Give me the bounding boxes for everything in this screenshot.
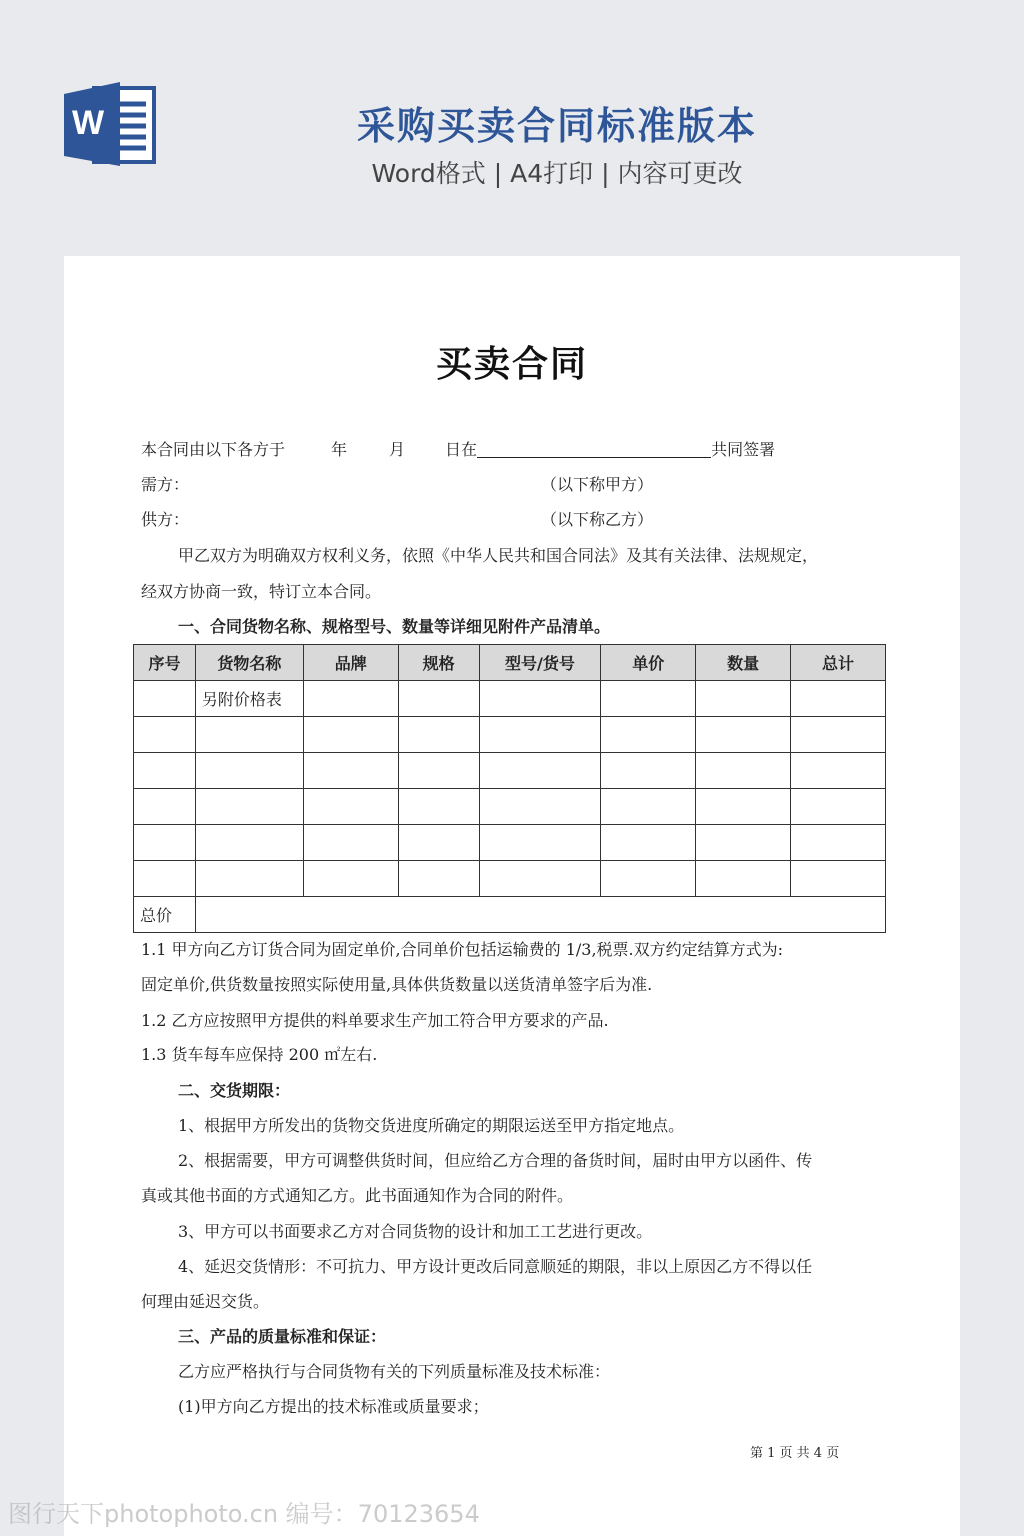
table-cell: [195, 789, 303, 825]
total-label: 总价: [134, 897, 196, 933]
section-3-heading: 三、产品的质量标准和保证：: [178, 1327, 387, 1346]
table-row: [134, 753, 886, 789]
section-3-intro: 乙方应严格执行与合同货物有关的下列质量标准及技术标准：: [178, 1362, 611, 1381]
column-header: 型号/货号: [479, 645, 601, 681]
section-3-item-1: (1)甲方向乙方提出的技术标准或质量要求；: [178, 1397, 489, 1416]
table-cell: [398, 681, 479, 717]
section-2-item-2-line-1: 2、根据需要，甲方可调整供货时间，但应给乙方合理的备货时间，届时由甲方以函件、传: [178, 1151, 813, 1170]
column-header: 品牌: [303, 645, 398, 681]
watermark: 图行天下photophoto.cn 编号：70123654: [8, 1500, 480, 1528]
clause-1-2: 1.2 乙方应按照甲方提供的料单要求生产加工符合甲方要求的产品.: [141, 1011, 609, 1030]
table-cell: [696, 681, 791, 717]
table-cell: [601, 825, 696, 861]
banner-subtitle: Word格式 | A4打印 | 内容可更改: [371, 159, 743, 188]
signing-line: 本合同由以下各方于 年 月 日在 共同签署: [141, 440, 776, 459]
buyer-line: 需方： （以下称甲方）: [141, 475, 654, 494]
table-header-row: [134, 645, 886, 681]
seller-line: 供方： （以下称乙方）: [141, 510, 654, 529]
section-2-heading: 二、交货期限：: [178, 1081, 291, 1100]
banner-header: [0, 0, 1024, 250]
signing-place-blank: [477, 441, 711, 458]
table-cell: [398, 825, 479, 861]
table-cell: [479, 753, 601, 789]
table-cell: [398, 717, 479, 753]
clause-1-1-line-1: 1.1 甲方向乙方订货合同为固定单价,合同单价包括运输费的 1/3,税票.双方约定结算方式为:: [141, 940, 784, 959]
table-cell: [696, 825, 791, 861]
column-header: 数量: [696, 645, 791, 681]
table-cell: [791, 717, 886, 753]
table-cell: [601, 681, 696, 717]
table-row: [134, 825, 886, 861]
table-cell: [134, 717, 196, 753]
table-cell: 另附价格表: [195, 681, 303, 717]
total-value-cell: [195, 897, 885, 933]
table-row: [134, 681, 886, 717]
table-total-row: [134, 897, 886, 933]
table-cell: [195, 861, 303, 897]
table-cell: [134, 861, 196, 897]
table-cell: [479, 861, 601, 897]
table-cell: [601, 717, 696, 753]
svg-text:W: W: [71, 104, 105, 142]
preamble-line-1: 甲乙双方为明确双方权利义务，依照《中华人民共和国合同法》及其有关法律、法规规定，: [178, 546, 819, 565]
column-header: 规格: [398, 645, 479, 681]
table-cell: [479, 681, 601, 717]
table-cell: [303, 825, 398, 861]
section-2-item-1: 1、根据甲方所发出的货物交货进度所确定的期限运送至甲方指定地点。: [178, 1116, 685, 1135]
table-cell: [601, 789, 696, 825]
table-cell: [398, 753, 479, 789]
goods-table: [133, 644, 886, 933]
contract-title: 买卖合同: [435, 344, 588, 385]
section-2-item-3: 3、甲方可以书面要求乙方对合同货物的设计和加工工艺进行更改。: [178, 1222, 653, 1241]
section-2-item-2-line-2: 真或其他书面的方式通知乙方。此书面通知作为合同的附件。: [141, 1186, 574, 1205]
table-cell: [303, 717, 398, 753]
table-cell: [195, 753, 303, 789]
table-cell: [134, 681, 196, 717]
table-cell: [696, 861, 791, 897]
preamble-line-2: 经双方协商一致，特订立本合同。: [141, 582, 382, 601]
column-header: 货物名称: [195, 645, 303, 681]
table-cell: [195, 717, 303, 753]
table-cell: [696, 789, 791, 825]
table-cell: [791, 861, 886, 897]
table-cell: [134, 789, 196, 825]
table-cell: [601, 753, 696, 789]
clause-1-3: 1.3 货车每车应保持 200 ㎡左右.: [141, 1045, 378, 1064]
table-cell: [479, 789, 601, 825]
table-cell: [303, 789, 398, 825]
table-cell: [696, 753, 791, 789]
table-cell: [791, 789, 886, 825]
table-cell: [791, 753, 886, 789]
table-cell: [303, 753, 398, 789]
table-cell: [479, 825, 601, 861]
table-cell: [195, 825, 303, 861]
page-number: 第 1 页 共 4 页: [750, 1446, 840, 1461]
table-cell: [696, 717, 791, 753]
section-1-heading: 一、合同货物名称、规格型号、数量等详细见附件产品清单。: [178, 617, 611, 636]
table-cell: [398, 789, 479, 825]
column-header: 总计: [791, 645, 886, 681]
table-cell: [791, 681, 886, 717]
table-row: [134, 789, 886, 825]
banner-title: 采购买卖合同标准版本: [356, 104, 757, 148]
section-2-item-4-line-1: 4、延迟交货情形：不可抗力、甲方设计更改后同意顺延的期限，非以上原因乙方不得以任: [178, 1257, 813, 1276]
table-cell: [791, 825, 886, 861]
clause-1-1-line-2: 固定单价,供货数量按照实际使用量,具体供货数量以送货清单签字后为准.: [141, 975, 653, 994]
table-cell: [303, 681, 398, 717]
table-cell: [601, 861, 696, 897]
column-header: 单价: [601, 645, 696, 681]
table-cell: [479, 717, 601, 753]
table-cell: [134, 753, 196, 789]
table-cell: [303, 861, 398, 897]
table-row: [134, 717, 886, 753]
table-row: [134, 861, 886, 897]
section-2-item-4-line-2: 何理由延迟交货。: [141, 1292, 270, 1311]
table-cell: [398, 861, 479, 897]
table-cell: [134, 825, 196, 861]
column-header: 序号: [134, 645, 196, 681]
